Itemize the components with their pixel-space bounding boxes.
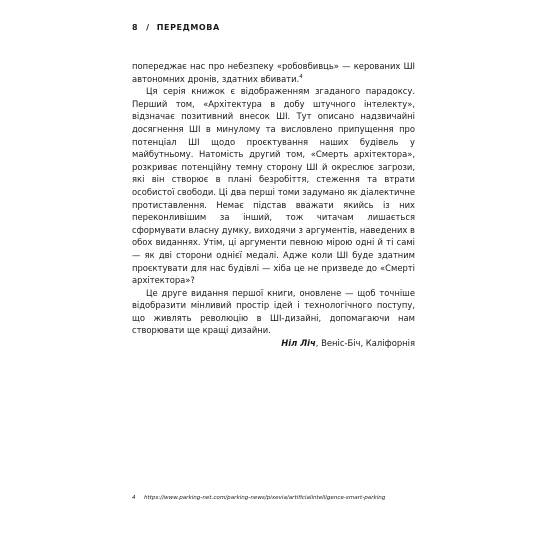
paragraph-1-text: попереджає нас про небезпеку «робовбивць» — керованих ШІ автономних дронів, здатних вбивати. bbox=[132, 61, 415, 84]
section-title: ПЕРЕДМОВА bbox=[156, 23, 220, 32]
signature bbox=[132, 337, 415, 350]
footnote bbox=[132, 494, 422, 502]
running-head bbox=[132, 23, 220, 32]
paragraph-2: Ця серія книжок є відображенням згаданого парадоксу. Перший том, «Архітектура в добу штучного інтелекту», відзначає позитивний внесок ШІ. Тут описано надзвичайні досягнення ШІ в минулому та висловлено припущення про потенціал ШІ щодо проєктування наших будівель у майбутньому. Натомість другий том, «Смерть архітектора», розкриває потенційну темну сторону ШІ й окреслює загрози, які він створює в плані безробіття, стеження та втрати особистої свободи. Ці два перші томи задумано як діалектичне протиставлення. Немає підстав вважати якийсь із них переконливішим за інший, тож читачам лишається сформувати власну думку, виходячи з аргументів, наведених в обох виданнях. Утім, ці аргументи певною мірою одні й ті самі — як дві сторони однієї медалі. Адже коли ШІ буде здатним проєктувати для нас будівлі — хіба це не призведе до «Смерті архітектора»? bbox=[132, 86, 415, 286]
paragraph-3: Це друге видання першої книги, оновлене — щоб точніше відобразити мінливий простір ідей і технологічного поступу, що живлять революцію в ШІ-дизайні, допомагаючи нам створювати ще кращі дизайни. bbox=[132, 287, 415, 336]
footnote-reference: 4 bbox=[299, 73, 303, 80]
signature-location: , Веніс-Біч, Каліфорнія bbox=[315, 338, 415, 349]
footnote-number: 4 bbox=[132, 495, 136, 501]
signature-author: Ніл Ліч bbox=[281, 338, 316, 349]
page-number: 8 bbox=[132, 23, 139, 32]
footnote-url: https://www.parking-net.com/parking-news/pixevia/artificialintelligence-smart-parking bbox=[144, 495, 386, 501]
body-text bbox=[132, 60, 415, 350]
paragraph-1 bbox=[132, 60, 415, 85]
running-head-separator: / bbox=[146, 23, 150, 32]
